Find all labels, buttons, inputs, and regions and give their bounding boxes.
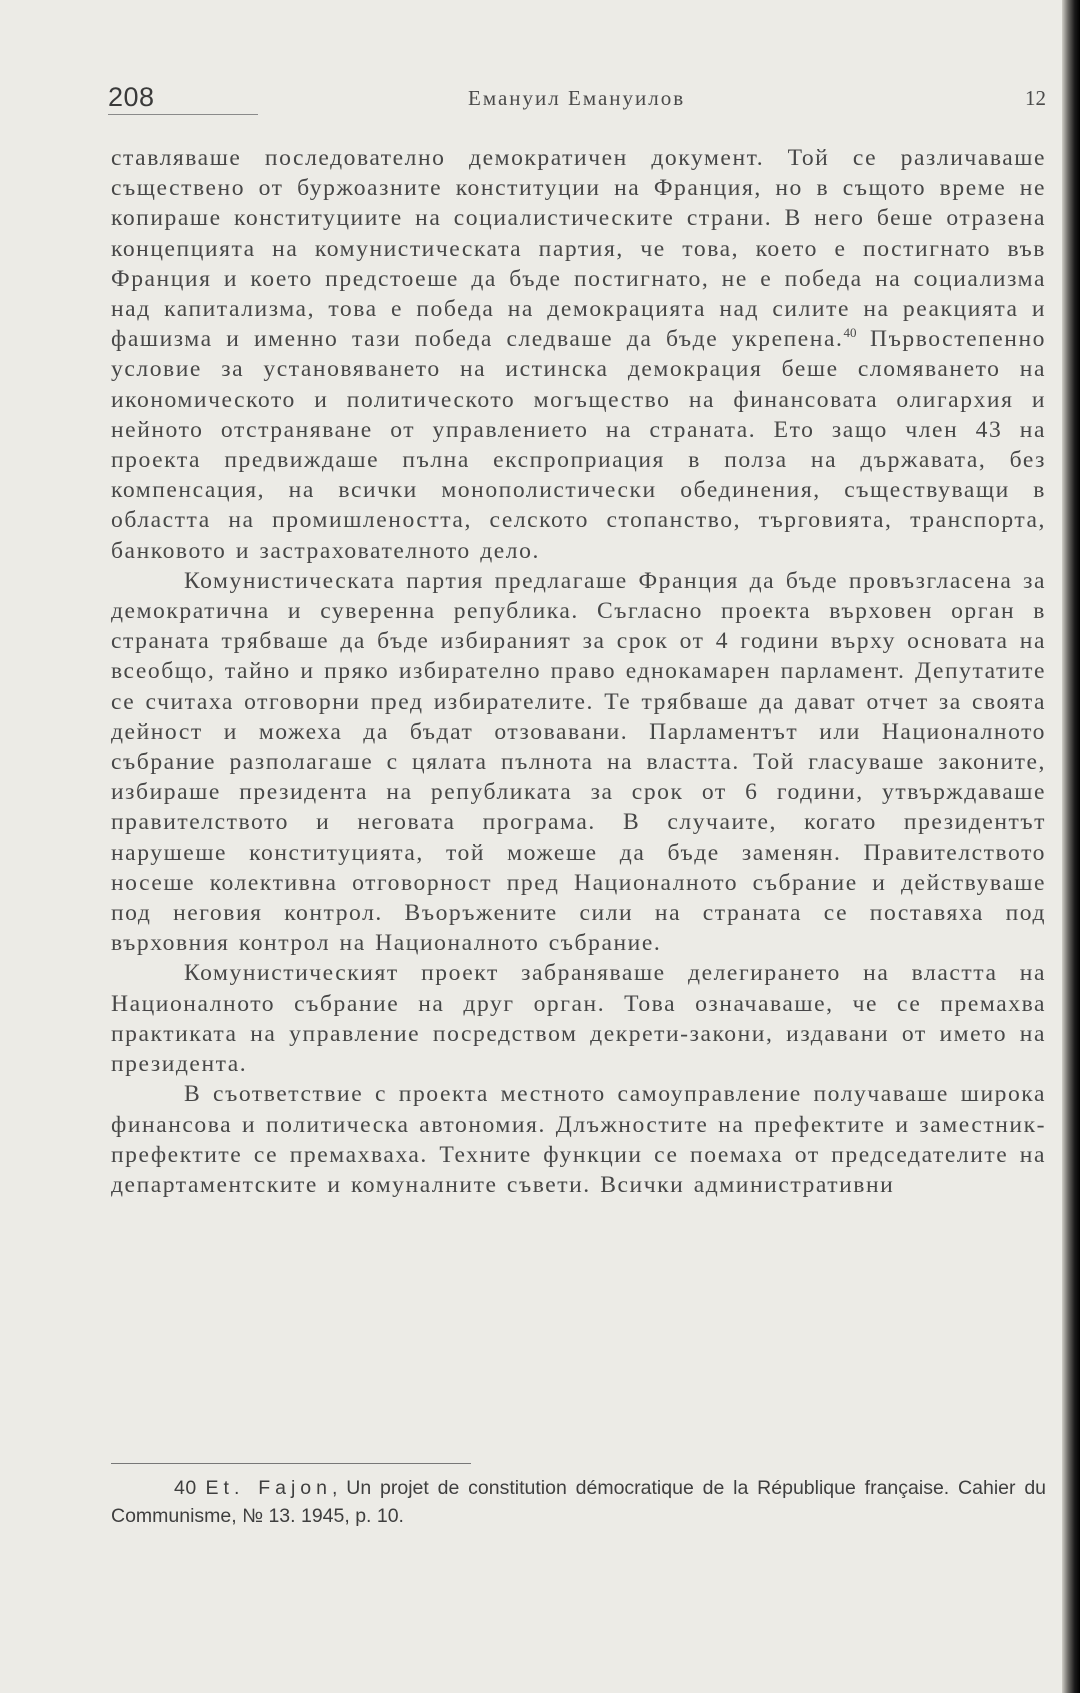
- paragraph-1-text-b: Първостепенно условие за установяването на истинска демокрация беше сломяването на икономическото и политическото могъщество на финансовата олигархия и нейното отстраняване от управлението на страната. Ето защо член 43 на проекта предвиждаше пълна експроприация в полза на държавата, без компенсация, на всички монополистически обединения, съществуващи в областта на промишлеността, селското стопанство, търговията, транспорта, банковото и застрахователното дело.: [111, 326, 1046, 564]
- paragraph-1-text-a: ставляваше последователно демократичен документ. Той се различаваше съществено от буржоазните конституции на Франция, но в същото време не копираше конституциите на социалистическите страни. В него беше отразена концепцията на комунистическата партия, че това, което е постигнато във Франция и което предстоеше да бъде постигнато, не е победа на социализма над капитализма, това е победа на демокрацията над силите на реакцията и фашизма и именно тази победа следваше да бъде укрепена.: [111, 145, 1046, 353]
- footnote-number: 40: [174, 1477, 197, 1499]
- paragraph-4: В съответствие с проекта местното самоуправление получаваше широка финансова и политическа автономия. Длъжностите на префектите и заместник-префектите се премахваха. Техните функции се поемаха от председателите на департаментските и комуналните съвети. Всички административни: [111, 1081, 1046, 1198]
- footnote: [111, 1474, 1046, 1530]
- page-header: [108, 82, 1046, 118]
- running-head: Емануил Емануилов: [468, 86, 686, 110]
- paragraph-2: Комунистическата партия предлагаше Франция да бъде провъзгласена за демократична и суверенна република. Съгласно проекта върховен орган в страната трябваше да бъде избираният за срок от 4 години върху основата на всеобщо, тайно и пряко избирателно право еднокамарен парламент. Депутатите се считаха отговорни пред избирателите. Те трябваше да дават отчет за своята дейност и можеха да бъдат отзовавани. Парламентът или Националното събрание разполагаше с цялата пълнота на властта. Той гласуваше законите, избираше президента на републиката за срок от 6 години, утвърждаваше правителството и неговата програма. В случаите, когато президентът нарушеше конституцията, той можеше да бъде заменян. Правителството носеше колективна отговорност пред Националното събрание и действуваше под неговия контрол. Въоръжените сили на страната се поставяха под върховния контрол на Националното събрание.: [111, 567, 1046, 957]
- header-rule: [108, 114, 258, 115]
- footnote-reference[interactable]: 40: [843, 325, 857, 341]
- footnote-author: Et. Fajon: [205, 1477, 333, 1499]
- signature-mark: 12: [1025, 86, 1046, 110]
- paragraph-1: [111, 143, 1046, 566]
- footnote-text: , Un projet de constitution démocratique de la République française. Cahier du Communisme, № 13. 1945, p. 10.: [111, 1477, 1047, 1527]
- paragraph-3: Комунистическият проект забраняваше делегирането на властта на Националното събрание на друг орган. Това означаваше, че се премахва практиката на управление посредством декрети-закони, издавани от името на президента.: [111, 960, 1046, 1078]
- book-spine-shadow: [1062, 0, 1080, 1693]
- body-text: [111, 143, 1046, 1200]
- footnote-rule: [111, 1463, 471, 1464]
- page-number: 208: [108, 82, 155, 112]
